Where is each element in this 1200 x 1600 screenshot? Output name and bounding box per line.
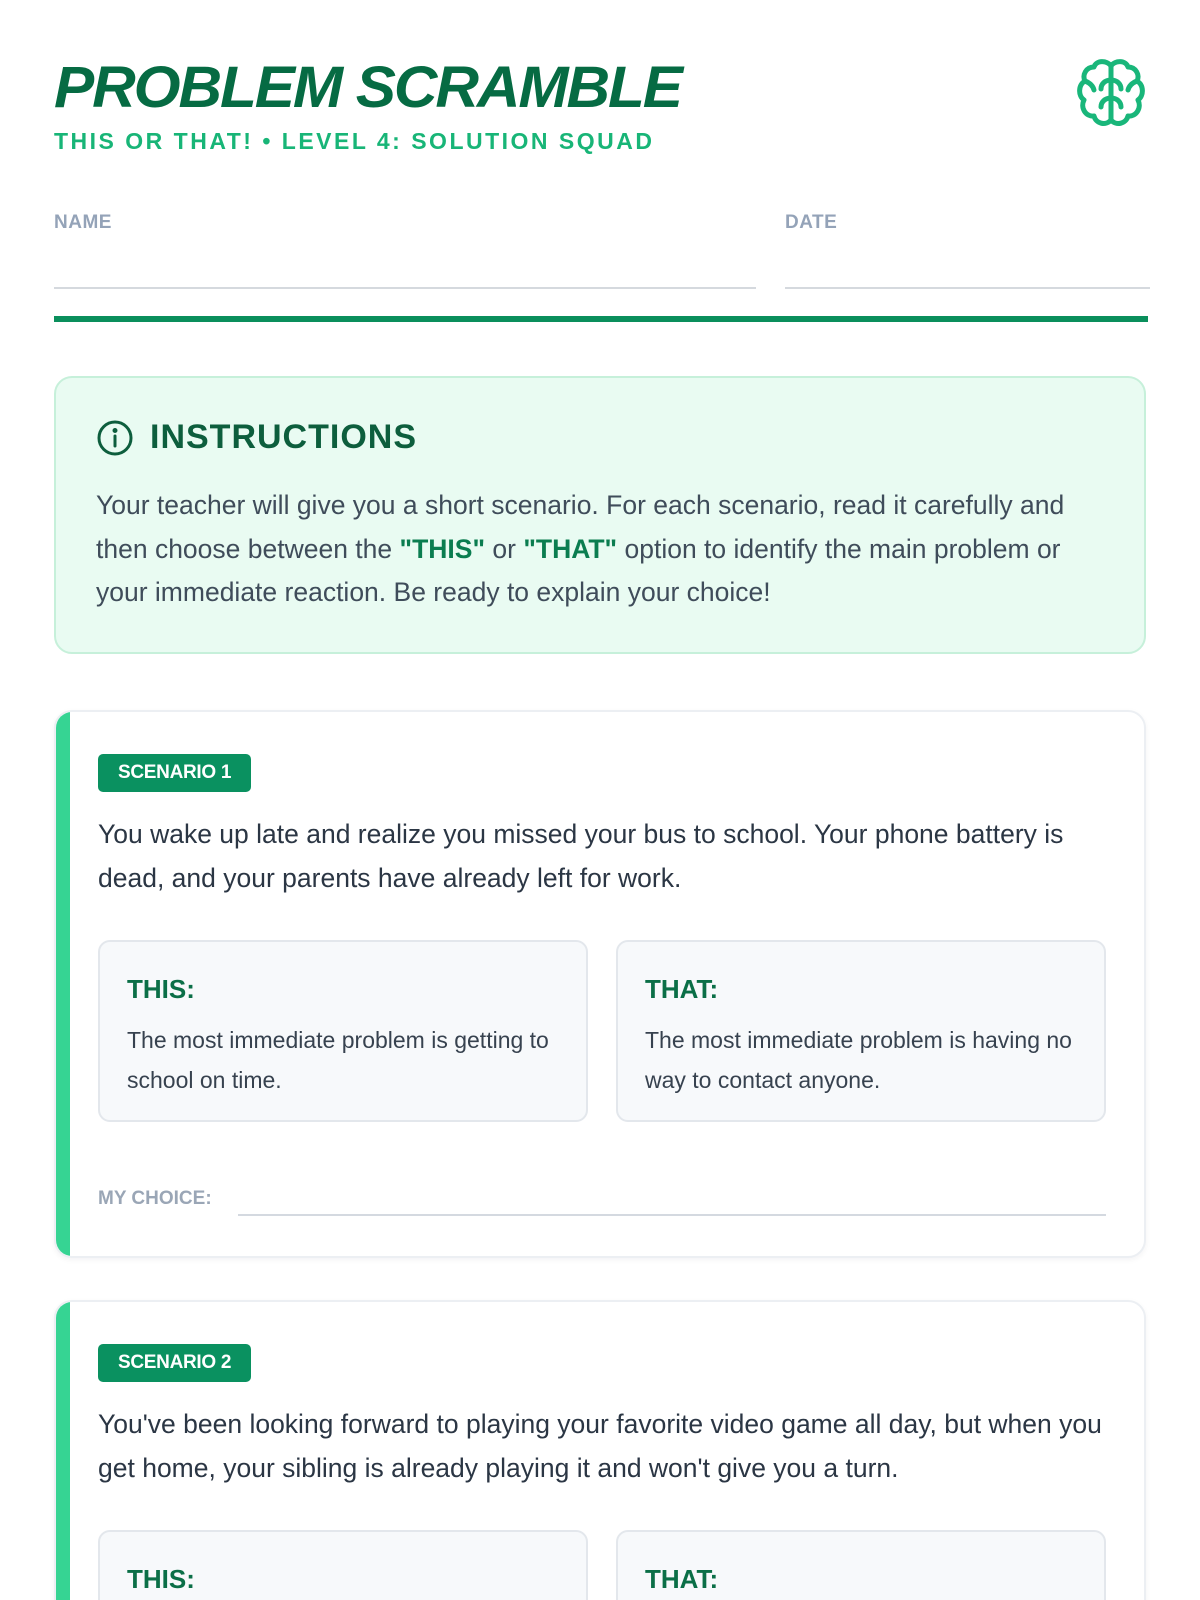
scenario-text: You wake up late and realize you missed your bus to school. Your phone battery is dead, and your parents have already left for work. xyxy=(98,819,1064,893)
scenario-text: You've been looking forward to playing your favorite video game all day, but when you get home, your sibling is already playing it and won't give you a turn. xyxy=(98,1409,1102,1483)
name-field[interactable] xyxy=(54,287,756,289)
scenario-card xyxy=(54,710,1146,1258)
info-circle-icon xyxy=(96,419,134,457)
option-label: THAT: xyxy=(645,1564,719,1594)
that-option[interactable] xyxy=(616,1530,1106,1600)
page-title: PROBLEM SCRAMBLE xyxy=(54,55,681,120)
card-accent-bar xyxy=(56,712,70,1256)
this-option[interactable] xyxy=(98,940,588,1122)
or-keyword: or xyxy=(485,533,524,564)
option-text: The most immediate problem is getting to school on time. xyxy=(127,1027,549,1093)
option-label: THIS: xyxy=(127,1564,195,1594)
this-option[interactable] xyxy=(98,1530,588,1600)
option-text: The most immediate problem is having no way to contact anyone. xyxy=(645,1027,1072,1093)
this-keyword: "THIS" xyxy=(399,533,486,564)
brain-icon xyxy=(1074,56,1148,130)
date-label: DATE xyxy=(785,212,838,233)
card-accent-bar xyxy=(56,1302,70,1600)
instructions-heading xyxy=(96,418,417,457)
instructions-text-part: Your teacher will give you a short scenario. For each scenario, read it carefully and then choose between the xyxy=(96,490,1065,564)
instructions-box xyxy=(54,376,1146,654)
that-option[interactable] xyxy=(616,940,1106,1122)
page-subtitle: THIS OR THAT! • LEVEL 4: SOLUTION SQUAD xyxy=(54,128,655,154)
date-field[interactable] xyxy=(785,287,1150,289)
scenario-badge: SCENARIO 2 xyxy=(98,1344,251,1382)
scenario-badge: SCENARIO 1 xyxy=(98,754,251,792)
scenario-card xyxy=(54,1300,1146,1600)
my-choice-label: MY CHOICE: xyxy=(98,1188,212,1209)
instructions-text-part: option to identify the main problem or your immediate reaction. Be ready to explain your choice! xyxy=(96,533,1061,607)
option-label: THIS: xyxy=(127,974,195,1004)
instructions-title: INSTRUCTIONS xyxy=(150,418,417,456)
header-divider xyxy=(54,316,1148,322)
that-keyword: "THAT" xyxy=(523,533,618,564)
worksheet-header xyxy=(54,56,1148,166)
instructions-text xyxy=(96,484,1106,615)
my-choice-field[interactable] xyxy=(238,1214,1106,1216)
option-label: THAT: xyxy=(645,974,719,1004)
name-label: NAME xyxy=(54,212,112,233)
